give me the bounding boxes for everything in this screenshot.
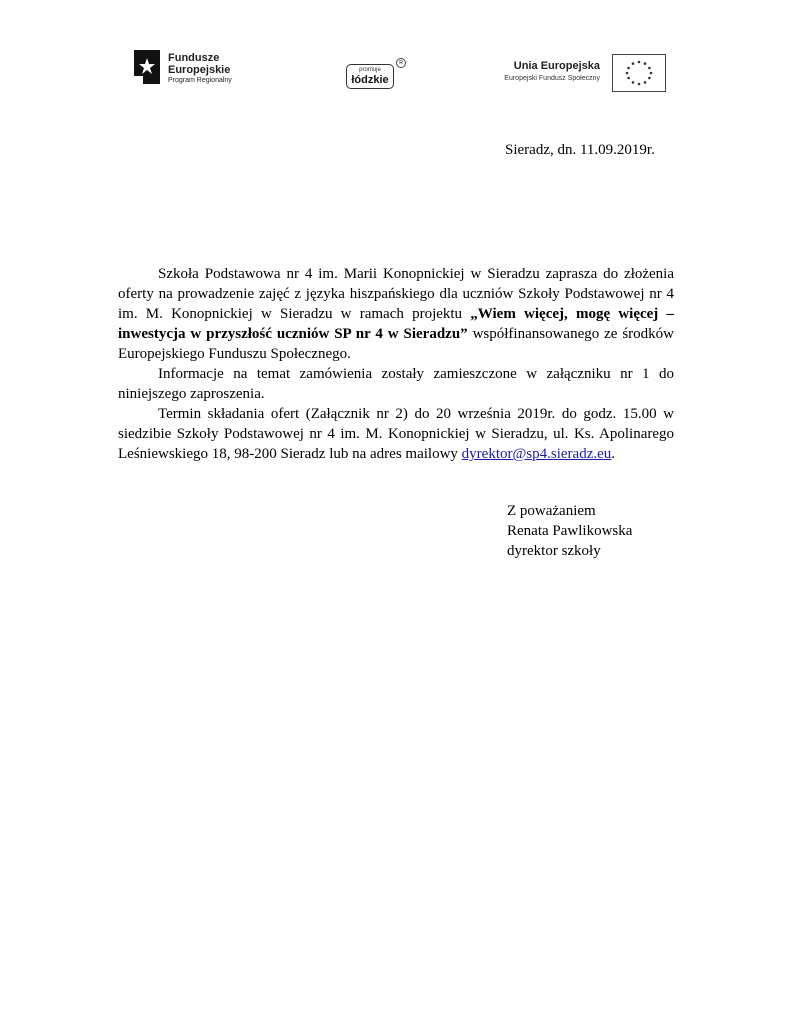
- eu-flag-icon: [612, 54, 666, 92]
- ue-title: Unia Europejska: [513, 60, 600, 72]
- letter-body: [118, 264, 674, 464]
- fe-title-line2: Europejskie: [168, 64, 231, 76]
- fe-subtitle: Program Regionalny: [168, 77, 232, 84]
- paragraph-1-start: Szkoła Podstawowa nr 4 im. Marii Konopnickiej w Sieradzu zaprasza do złożenia oferty na prowadzenie zajęć z języka hiszpańskiego dla uczniów Szkoły Podstawowej nr 4 im. M. Konopnickiej w Sieradzu w ramach projektu: [118, 266, 674, 322]
- email-link[interactable]: dyrektor@sp4.sieradz.eu: [461, 446, 612, 462]
- fe-text: [168, 52, 232, 86]
- paragraph-3-start: Termin składania ofert (Załącznik nr 2) do 20 września 2019r. do godz. 15.00 w siedzibie Szkoły Podstawowej nr 4 im. M. Konopnickiej w Sieradzu, ul. Ks. Apolinarego Leśniewskiego 18, 98-200 Sieradz lub na adres mailowy: [118, 406, 674, 462]
- closing-greeting: Z poważaniem: [507, 503, 596, 519]
- registered-mark-icon: R: [396, 58, 406, 68]
- project-name: „Wiem więcej, mogę więcej – inwestycja w przyszłość uczniów SP nr 4 w Sieradzu”: [118, 306, 675, 342]
- paragraph-information: Informacje na temat zamówienia zostały zamieszczone w załączniku nr 1 do niniejszego zaproszenia.: [118, 366, 674, 402]
- promuje-lodzkie-logo: [346, 64, 394, 89]
- ue-subtitle: Europejski Fundusz Społeczny: [504, 75, 600, 82]
- logo-bar: [128, 40, 676, 100]
- unia-europejska-text: [488, 60, 600, 84]
- fe-star-flag-icon: [134, 50, 160, 84]
- signer-name: Renata Pawlikowska: [507, 523, 633, 539]
- letter-date: Sieradz, dn. 11.09.2019r.: [505, 142, 655, 158]
- fe-title-line1: Fundusze: [168, 52, 220, 64]
- signer-title: dyrektor szkoły: [507, 543, 601, 559]
- paragraph-invitation: [118, 264, 674, 364]
- lodz-small-text: promuje: [359, 67, 381, 73]
- signature-block: [507, 501, 632, 561]
- paragraph-3-end: .: [611, 446, 616, 462]
- lodz-big-text: łódzkie: [351, 74, 389, 86]
- paragraph-deadline: [118, 404, 674, 464]
- paragraph-1-end: współfinansowanego ze środków Europejskiego Funduszu Społecznego.: [118, 326, 674, 362]
